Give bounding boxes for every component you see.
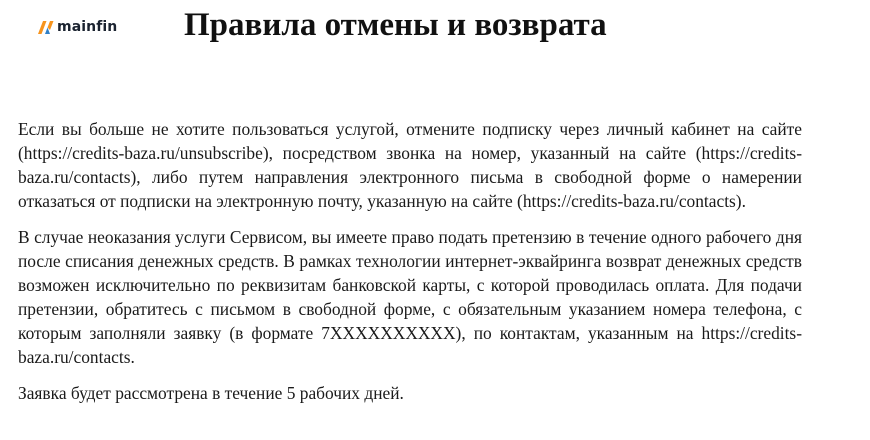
mainfin-logo[interactable] — [38, 17, 117, 37]
policy-content — [18, 117, 802, 417]
mainfin-logo-mark-icon — [38, 21, 55, 34]
paragraph-review-time: Заявка будет рассмотрена в течение 5 рабочих дней. — [18, 383, 404, 403]
page-title: Правила отмены и возврата — [184, 7, 607, 43]
mainfin-logo-text: mainfin — [57, 19, 118, 35]
paragraph-cancel-subscription: Если вы больше не хотите пользоваться услугой, отмените подписку через личный кабинет на сайте (https://credits-baza.ru/unsubscribe), посредством звонка на номер, указанный на сайте (https://credits-baza.ru/contacts), либо путем направления электронного письма в свободной форме о намерении отказаться от подписки на электронную почту, указанную на сайте (https://credits-baza.ru/contacts). — [18, 119, 802, 211]
paragraph-claim-refund: В случае неоказания услуги Сервисом, вы имеете право подать претензию в течение одного рабочего дня после списания денежных средств. В рамках технологии интернет-эквайринга возврат денежных средств возможен исключительно по реквизитам банковской карты, с которой проводилась оплата. Для подачи претензии, обратитесь с письмом в свободной форме, с обязательным указанием номера телефона, с которым заполняли заявку (в формате 7XXXXXXXXXX), по контактам, указанным на https://credits-baza.ru/contacts. — [18, 227, 802, 367]
